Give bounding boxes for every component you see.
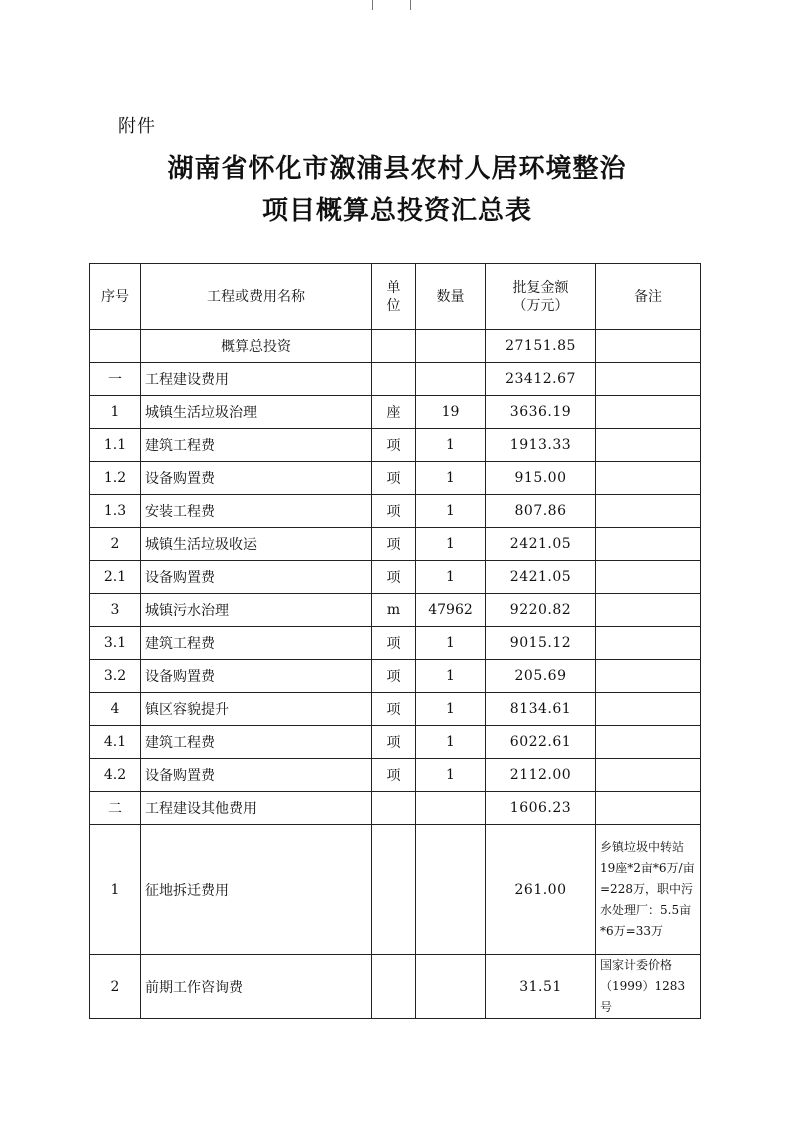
row-unit: 项 xyxy=(372,429,416,462)
table-row xyxy=(90,693,701,726)
row-amount: 2421.05 xyxy=(486,528,596,561)
row-amount: 1913.33 xyxy=(486,429,596,462)
table-row xyxy=(90,462,701,495)
row-unit xyxy=(372,955,416,1019)
table-row xyxy=(90,330,701,363)
row-qty xyxy=(416,330,486,363)
header-seq: 序号 xyxy=(90,264,141,330)
row-seq: 1.1 xyxy=(90,429,141,462)
row-amount: 6022.61 xyxy=(486,726,596,759)
row-seq: 1 xyxy=(90,396,141,429)
header-unit: 单 位 xyxy=(372,264,416,330)
row-name: 城镇生活垃圾治理 xyxy=(141,396,372,429)
scan-mark xyxy=(410,0,411,10)
table-row xyxy=(90,955,701,1019)
row-note xyxy=(596,726,701,759)
row-amount: 2421.05 xyxy=(486,561,596,594)
row-seq: 4.1 xyxy=(90,726,141,759)
row-seq: 4 xyxy=(90,693,141,726)
row-amount: 8134.61 xyxy=(486,693,596,726)
row-note xyxy=(596,660,701,693)
row-unit: 项 xyxy=(372,660,416,693)
row-name: 城镇污水治理 xyxy=(141,594,372,627)
row-qty xyxy=(416,363,486,396)
row-name: 设备购置费 xyxy=(141,561,372,594)
row-note xyxy=(596,330,701,363)
row-name: 征地拆迁费用 xyxy=(141,825,372,955)
document-title-line2: 项目概算总投资汇总表 xyxy=(261,196,532,226)
row-qty: 1 xyxy=(416,561,486,594)
table-row xyxy=(90,495,701,528)
row-name: 工程建设其他费用 xyxy=(141,792,372,825)
row-unit xyxy=(372,363,416,396)
header-qty: 数量 xyxy=(416,264,486,330)
row-amount: 2112.00 xyxy=(486,759,596,792)
row-amount: 3636.19 xyxy=(486,396,596,429)
row-amount: 9015.12 xyxy=(486,627,596,660)
row-name: 建筑工程费 xyxy=(141,726,372,759)
table-row xyxy=(90,627,701,660)
row-amount: 31.51 xyxy=(486,955,596,1019)
row-unit: 项 xyxy=(372,627,416,660)
row-amount: 807.86 xyxy=(486,495,596,528)
table-row xyxy=(90,759,701,792)
row-unit: 项 xyxy=(372,759,416,792)
row-amount: 1606.23 xyxy=(486,792,596,825)
row-name: 城镇生活垃圾收运 xyxy=(141,528,372,561)
row-seq: 1.3 xyxy=(90,495,141,528)
row-amount: 23412.67 xyxy=(486,363,596,396)
row-amount: 915.00 xyxy=(486,462,596,495)
row-unit: 项 xyxy=(372,726,416,759)
table-row xyxy=(90,660,701,693)
document-title-line1: 湖南省怀化市溆浦县农村人居环境整治 xyxy=(167,154,627,184)
row-note xyxy=(596,561,701,594)
budget-summary-table xyxy=(89,263,701,1019)
row-name: 安装工程费 xyxy=(141,495,372,528)
table-row xyxy=(90,528,701,561)
row-qty xyxy=(416,792,486,825)
row-note xyxy=(596,594,701,627)
row-unit: 项 xyxy=(372,561,416,594)
row-note xyxy=(596,462,701,495)
row-unit xyxy=(372,792,416,825)
attachment-label: 附件 xyxy=(118,116,156,137)
row-note: 乡镇垃圾中转站19座*2亩*6万/亩=228万，职中污水处理厂：5.5亩*6万=33万 xyxy=(596,825,701,955)
row-note xyxy=(596,363,701,396)
row-qty: 47962 xyxy=(416,594,486,627)
row-qty: 1 xyxy=(416,429,486,462)
row-note xyxy=(596,495,701,528)
row-note xyxy=(596,429,701,462)
row-name: 镇区容貌提升 xyxy=(141,693,372,726)
row-seq xyxy=(90,330,141,363)
row-qty xyxy=(416,955,486,1019)
row-seq: 2 xyxy=(90,955,141,1019)
row-seq: 1.2 xyxy=(90,462,141,495)
row-note xyxy=(596,693,701,726)
row-name: 概算总投资 xyxy=(141,330,372,363)
row-unit: 项 xyxy=(372,462,416,495)
row-qty: 1 xyxy=(416,660,486,693)
row-seq: 1 xyxy=(90,825,141,955)
header-name: 工程或费用名称 xyxy=(141,264,372,330)
row-seq: 3 xyxy=(90,594,141,627)
row-name: 工程建设费用 xyxy=(141,363,372,396)
row-name: 设备购置费 xyxy=(141,759,372,792)
table-row xyxy=(90,792,701,825)
row-qty: 1 xyxy=(416,759,486,792)
row-unit xyxy=(372,330,416,363)
table-row xyxy=(90,396,701,429)
table-row xyxy=(90,825,701,955)
row-amount: 261.00 xyxy=(486,825,596,955)
row-unit: 项 xyxy=(372,693,416,726)
row-seq: 二 xyxy=(90,792,141,825)
row-name: 设备购置费 xyxy=(141,660,372,693)
row-name: 设备购置费 xyxy=(141,462,372,495)
table-header-row xyxy=(90,264,701,330)
row-qty: 1 xyxy=(416,528,486,561)
row-note xyxy=(596,792,701,825)
row-note xyxy=(596,396,701,429)
row-unit: 项 xyxy=(372,528,416,561)
row-unit: m xyxy=(372,594,416,627)
header-amount: 批复金额 （万元） xyxy=(486,264,596,330)
table-row xyxy=(90,561,701,594)
row-note xyxy=(596,759,701,792)
row-qty: 1 xyxy=(416,495,486,528)
row-qty: 1 xyxy=(416,627,486,660)
row-unit: 座 xyxy=(372,396,416,429)
table-row xyxy=(90,363,701,396)
table-row xyxy=(90,429,701,462)
row-amount: 27151.85 xyxy=(486,330,596,363)
row-qty: 1 xyxy=(416,693,486,726)
row-qty: 1 xyxy=(416,726,486,759)
row-name: 建筑工程费 xyxy=(141,627,372,660)
row-unit: 项 xyxy=(372,495,416,528)
row-name: 建筑工程费 xyxy=(141,429,372,462)
row-seq: 3.1 xyxy=(90,627,141,660)
row-qty: 1 xyxy=(416,462,486,495)
row-note xyxy=(596,528,701,561)
row-note: 国家计委价格（1999）1283号 xyxy=(596,955,701,1019)
row-seq: 3.2 xyxy=(90,660,141,693)
row-amount: 9220.82 xyxy=(486,594,596,627)
row-amount: 205.69 xyxy=(486,660,596,693)
row-qty: 19 xyxy=(416,396,486,429)
row-seq: 2 xyxy=(90,528,141,561)
row-unit xyxy=(372,825,416,955)
table-row xyxy=(90,726,701,759)
row-seq: 4.2 xyxy=(90,759,141,792)
row-qty xyxy=(416,825,486,955)
row-seq: 一 xyxy=(90,363,141,396)
row-seq: 2.1 xyxy=(90,561,141,594)
row-note xyxy=(596,627,701,660)
row-name: 前期工作咨询费 xyxy=(141,955,372,1019)
table-row xyxy=(90,594,701,627)
scan-mark xyxy=(372,0,373,10)
header-note: 备注 xyxy=(596,264,701,330)
